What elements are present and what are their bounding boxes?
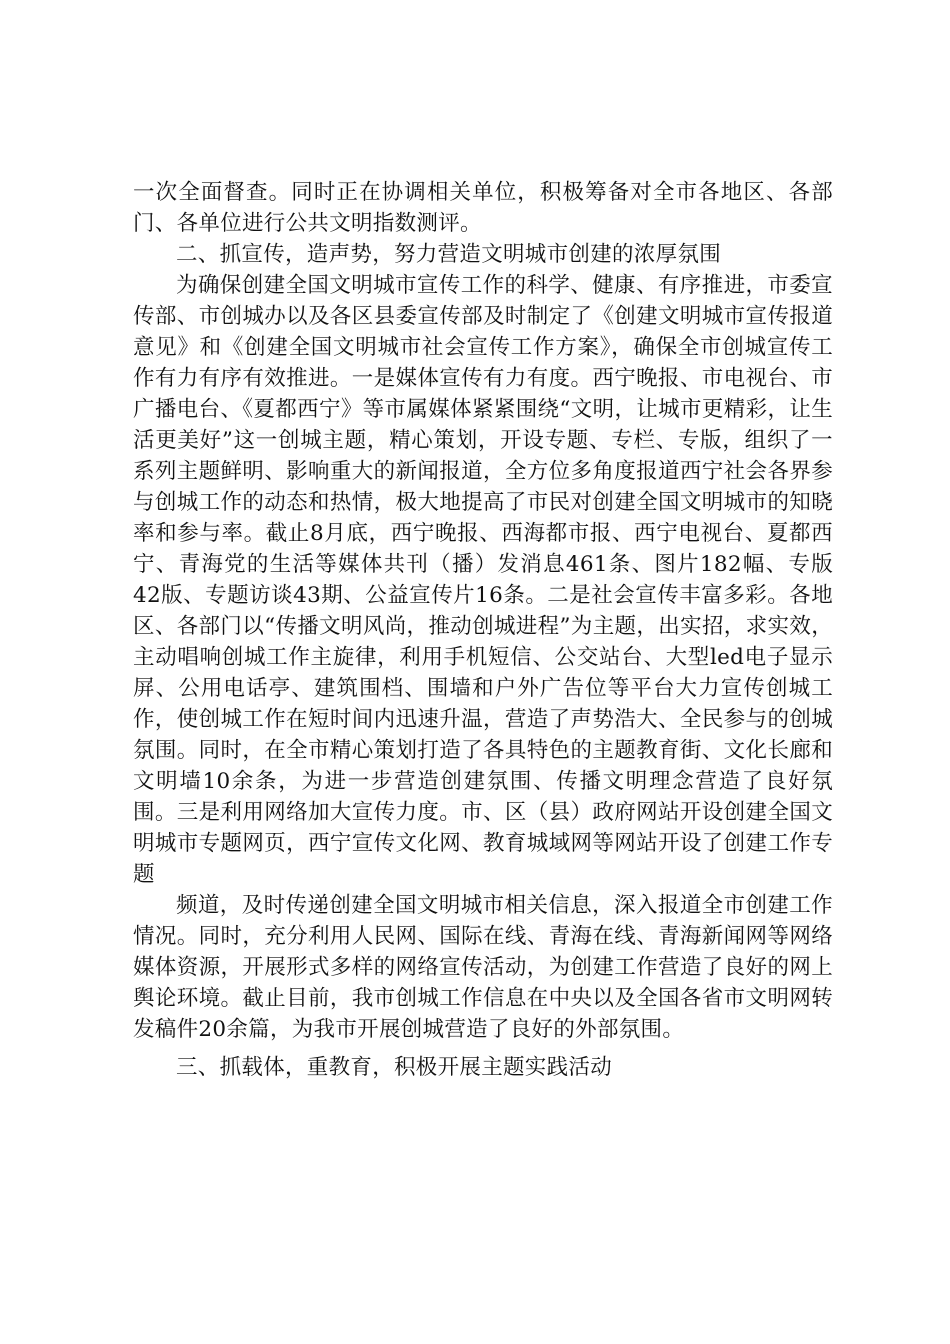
paragraph-continuation: 一次全面督查。同时正在协调相关单位，积极筹备对全市各地区、各部门、各单位进行公共文明指数测评。 xyxy=(133,180,833,236)
paragraph-network-channel: 频道，及时传递创建全国文明城市相关信息，深入报道全市创建工作情况。同时，充分利用人民网、国际在线、青海在线、青海新闻网等网络媒体资源，开展形式多样的网络宣传活动，为创建工作营造了良好的网上舆论环境。截止目前，我市创城工作信息在中央以及全国各省市文明网转发稿件20余篇，为我市开展创城营造了良好的外部氛围。 xyxy=(133,893,833,1042)
paragraph-propaganda: 为确保创建全国文明城市宣传工作的科学、健康、有序推进，市委宣传部、市创城办以及各区县委宣传部及时制定了《创建文明城市宣传报道意见》和《创建全国文明城市社会宣传工作方案》，确保全市创城宣传工作有力有序有效推进。一是媒体宣传有力有度。西宁晚报、市电视台、市广播电台、《夏都西宁》等市属媒体紧紧围绕“文明，让城市更精彩，让生活更美好”这一创城主题，精心策划，开设专题、专栏、专版，组织了一系列主题鲜明、影响重大的新闻报道，全方位多角度报道西宁社会各界参与创城工作的动态和热情，极大地提高了市民对创建全国文明城市的知晓率和参与率。截止8月底，西宁晚报、西海都市报、西宁电视台、夏都西宁、青海党的生活等媒体共刊（播）发消息461条、图片182幅、专版42版、专题访谈43期、公益宣传片16条。二是社会宣传丰富多彩。各地区、各部门以“传播文明风尚，推动创城进程”为主题，出实招，求实效，主动唱响创城工作主旋律，利用手机短信、公交站台、大型led电子显示屏、公用电话亭、建筑围档、围墙和户外广告位等平台大力宣传创城工作，使创城工作在短时间内迅速升温，营造了声势浩大、全民参与的创城氛围。同时，在全市精心策划打造了各具特色的主题教育街、文化长廊和文明墙10余条，为进一步营造创建氛围、传播文明理念营造了良好氛围。三是利用网络加大宣传力度。市、区（县）政府网站开设创建全国文明城市专题网页，西宁宣传文化网、教育城域网等网站开设了创建工作专题 xyxy=(133,273,833,887)
document-body xyxy=(133,177,833,1083)
section-heading-3: 三、抓载体，重教育，积极开展主题实践活动 xyxy=(176,1055,613,1080)
section-heading-2: 二、抓宣传，造声势，努力营造文明城市创建的浓厚氛围 xyxy=(176,242,722,267)
